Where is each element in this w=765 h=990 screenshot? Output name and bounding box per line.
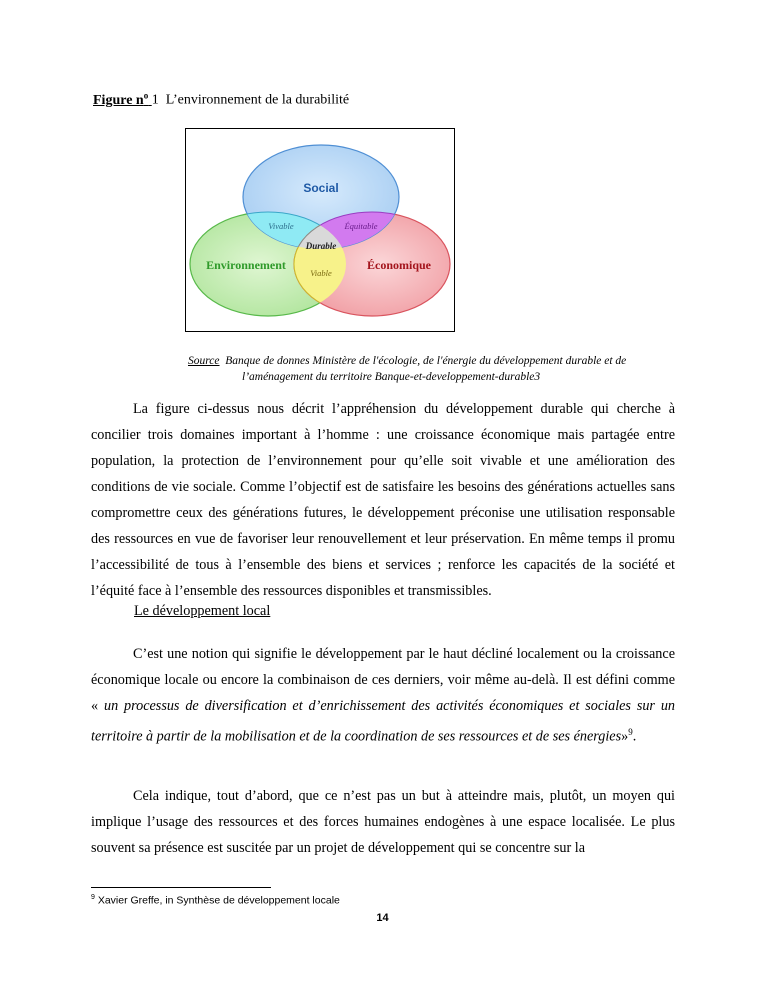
paragraph-2-quote: un processus de diversification et d’enrichissement des activités économiques et sociales sur un territoire à partir de la mobilisation et de la coordination de ses ressources et de ses énergies xyxy=(91,698,676,745)
figure-label: Figure $n^o$ xyxy=(93,90,149,108)
footnote-ref[interactable]: 9 xyxy=(628,727,633,737)
figure-source xyxy=(188,353,678,385)
footnote-text: Xavier Greffe, in Synthèse de développement locale xyxy=(97,894,340,907)
label-equitable: Équitable xyxy=(344,221,378,231)
label-durable: Durable xyxy=(305,241,337,251)
paragraph-3: Cela indique, tout d’abord, que ce n’est pas un but à atteindre mais, plutôt, un moyen qui implique l’usage des ressources et des forces humaines endogènes à une espace localisée. Le plus souvent sa présence est suscitée par un projet de développement qui se concentre sur la xyxy=(91,788,675,856)
paragraph-2-end: . xyxy=(632,728,637,745)
label-environnement: Environnement xyxy=(206,258,286,272)
footnote-divider xyxy=(91,887,271,888)
venn-diagram-frame xyxy=(185,128,455,332)
source-line1: Banque de donnes Ministère de l'écologie, de l'énergie du développement durable et de xyxy=(225,355,627,367)
paragraph-2 xyxy=(91,641,675,750)
section-heading: Le développement local xyxy=(134,603,271,619)
figure-title: L’environnement de la durabilité xyxy=(165,92,350,108)
venn-diagram xyxy=(186,129,454,331)
paragraph-2-text: C’est une notion qui signifie le développement par le haut décliné localement ou la croissance économique locale ou encore la combinaison de ces derniers, voir même au-delà. Il est défini comme « xyxy=(91,646,675,714)
quote-close: » xyxy=(621,728,629,745)
label-vivable: Vivable xyxy=(268,221,294,231)
page-number: 14 xyxy=(376,912,389,924)
paragraph-1: La figure ci-dessus nous décrit l’appréhension du développement durable qui cherche à concilier trois domaines important à l’homme : une croissance économique mais partagée entre population, la protection de l’environnement pour qu’elle soit vivable et une amélioration des conditions de vie sociale. Comme l’objectif est de satisfaire les besoins des générations actuelles sans compromettre ceux des générations futures, le développement préconise une utilisation responsable des ressources en vue de favoriser leur renouvellement et leur préservation. En même temps il promu l’accessibilité de tous à l’ensemble des biens et services ; renforce les capacités de la société et l’équité face à l’ensemble des ressources disponibles et transmissibles. xyxy=(91,401,675,599)
source-label: Source xyxy=(188,355,220,367)
source-line2: l’aménagement du territoire Banque-et-developpement-durable3 xyxy=(242,371,541,383)
label-social: Social xyxy=(303,181,339,195)
footnote-number: 9 xyxy=(91,894,95,901)
footnote xyxy=(91,894,340,907)
figure-number: 1 xyxy=(151,92,159,108)
label-viable: Viable xyxy=(310,268,332,278)
label-economique: Économique xyxy=(366,258,432,272)
figure-caption xyxy=(93,90,349,109)
